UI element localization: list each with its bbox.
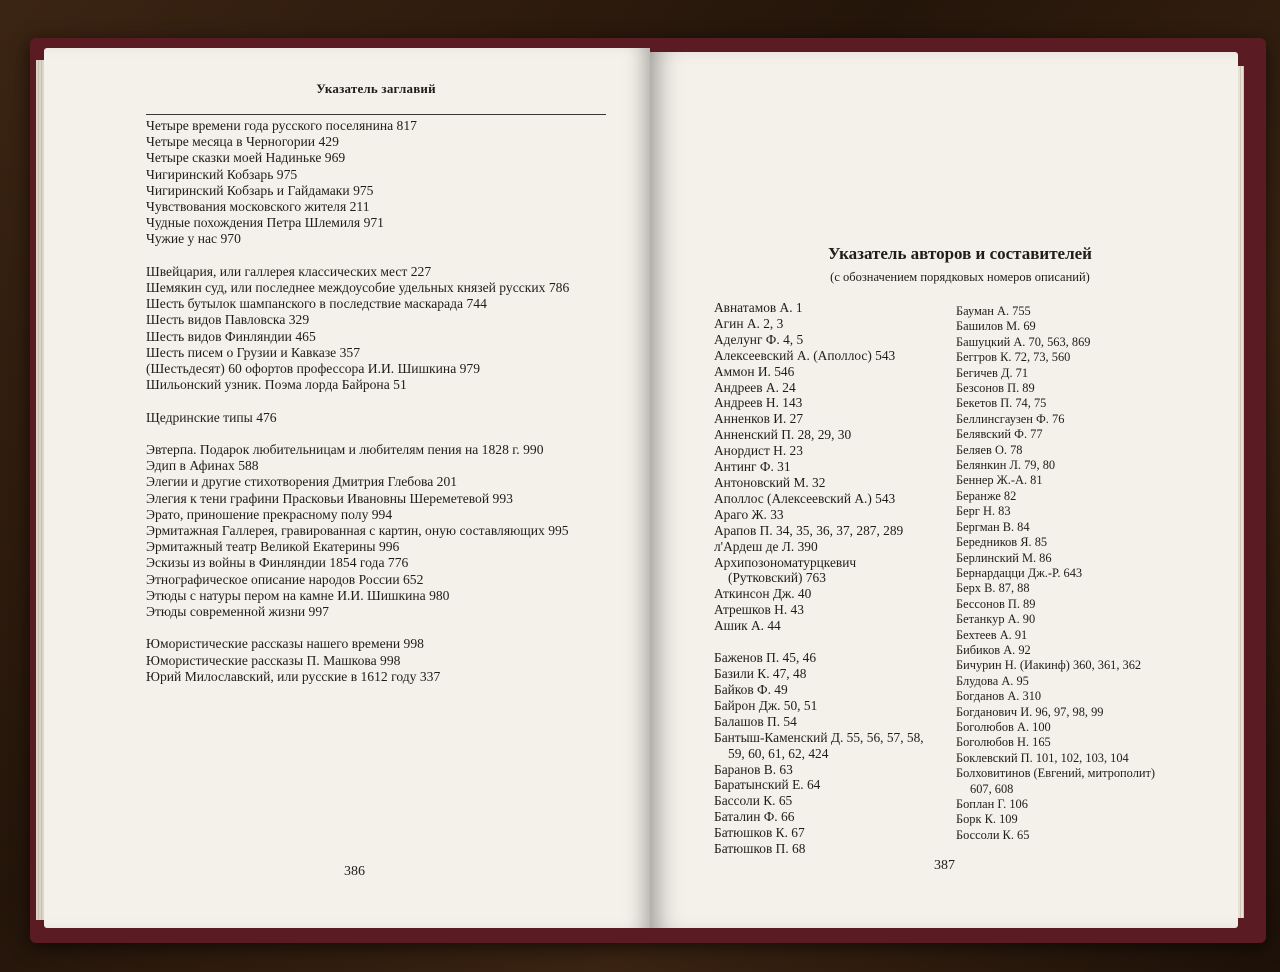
author-entry: Андреев Н. 143 xyxy=(714,395,803,411)
author-entry: Агин А. 2, 3 xyxy=(714,315,784,331)
author-entry: Анордист Н. 23 xyxy=(714,443,803,459)
right-page xyxy=(650,52,1238,928)
title-entry: Шесть видов Павловска 329 xyxy=(146,312,310,328)
author-entry: Блудова А. 95 xyxy=(956,673,1029,688)
author-entry: Боссоли К. 65 xyxy=(956,827,1030,842)
author-entry: Беранже 82 xyxy=(956,488,1017,503)
author-entry: Базили К. 47, 48 xyxy=(714,666,807,682)
author-entry: Боклевский П. 101, 102, 103, 104 xyxy=(956,750,1129,765)
author-entry: 607, 608 xyxy=(970,781,1014,796)
author-entry: Белянкин Л. 79, 80 xyxy=(956,458,1056,473)
header-rule xyxy=(146,114,606,115)
title-entry: Эрмитажная Галлерея, гравированная с картин, оную составляющих 995 xyxy=(146,523,569,539)
author-entry: Беннер Ж.-А. 81 xyxy=(956,473,1043,488)
author-entry: Белявский Ф. 77 xyxy=(956,427,1043,442)
group-spacer xyxy=(714,634,954,650)
author-entry: Бессонов П. 89 xyxy=(956,596,1036,611)
authors-column-right xyxy=(956,304,1206,843)
author-entry: Беггров К. 72, 73, 560 xyxy=(956,350,1071,365)
author-entry: Байков Ф. 49 xyxy=(714,682,788,698)
group-spacer xyxy=(146,426,636,442)
author-entry: Анненков И. 27 xyxy=(714,411,804,427)
title-entry: Элегия к тени графини Прасковьи Ивановны Шереметевой 993 xyxy=(146,490,513,506)
title-entry: Этюды современной жизни 997 xyxy=(146,604,329,620)
author-entry: Анненский П. 28, 29, 30 xyxy=(714,427,852,443)
author-entry: Болховитинов (Евгений, митрополит) xyxy=(956,766,1156,781)
author-entry: Араго Ж. 33 xyxy=(714,506,784,522)
title-entry: Эскизы из войны в Финляндии 1854 года 776 xyxy=(146,555,409,571)
author-entry: Бетанкур А. 90 xyxy=(956,612,1036,627)
author-entry: Бегичев Д. 71 xyxy=(956,365,1029,380)
author-entry: Ашик А. 44 xyxy=(714,618,781,634)
title-entry: Эдип в Афинах 588 xyxy=(146,458,259,474)
author-entry: Батюшков П. 68 xyxy=(714,841,806,857)
author-entry: Беллинсгаузен Ф. 76 xyxy=(956,411,1065,426)
index-subtitle: (с обозначением порядковых номеров описаний) xyxy=(830,270,1090,284)
author-entry: Баратынский Е. 64 xyxy=(714,777,821,793)
title-entry: Эвтерпа. Подарок любительницам и любителям пения на 1828 г. 990 xyxy=(146,442,544,458)
title-entry: (Шестьдесят) 60 офортов профессора И.И. Шишкина 979 xyxy=(146,361,481,377)
author-entry: Башуцкий А. 70, 563, 869 xyxy=(956,334,1091,349)
title-entry: Эрмитажный театр Великой Екатерины 996 xyxy=(146,539,400,555)
author-entry: Бередников Я. 85 xyxy=(956,535,1048,550)
author-entry: л'Ардеш де Л. 390 xyxy=(714,538,818,554)
author-entry: Берх В. 87, 88 xyxy=(956,581,1030,596)
group-spacer xyxy=(146,620,636,636)
title-entry: Этнографическое описание народов России 652 xyxy=(146,571,424,587)
title-entry: Чигиринский Кобзарь 975 xyxy=(146,166,298,182)
index-title: Указатель авторов и составителей xyxy=(828,244,1092,263)
author-entry: Баженов П. 45, 46 xyxy=(714,650,817,666)
left-page xyxy=(44,48,650,928)
author-entry: Бергман В. 84 xyxy=(956,519,1030,534)
title-entry: Шесть писем о Грузии и Кавказе 357 xyxy=(146,344,361,360)
title-entry: Шемякин суд, или последнее междоусобие удельных князей русских 786 xyxy=(146,280,570,296)
author-entry: Аполлос (Алексеевский А.) 543 xyxy=(714,490,896,506)
title-entry: Шильонский узник. Поэма лорда Байрона 51 xyxy=(146,377,407,393)
title-entry: Чужие у нас 970 xyxy=(146,231,241,247)
author-entry: Батюшков К. 67 xyxy=(714,825,805,841)
title-entry: Эрато, приношение прекрасному полу 994 xyxy=(146,506,393,522)
author-entry: Бибиков А. 92 xyxy=(956,642,1031,657)
author-entry: Борк К. 109 xyxy=(956,812,1018,827)
running-head: Указатель заглавий xyxy=(316,81,436,96)
author-entry: Аделунг Ф. 4, 5 xyxy=(714,331,804,347)
title-index-entries xyxy=(146,118,636,685)
title-entry: Щедринские типы 476 xyxy=(146,409,277,425)
author-entry: Авнатамов А. 1 xyxy=(714,300,803,315)
authors-column-left xyxy=(714,300,954,857)
author-entry: Бернардацци Дж.-Р. 643 xyxy=(956,565,1083,580)
author-entry: Безсонов П. 89 xyxy=(956,381,1035,396)
author-entry: Баранов В. 63 xyxy=(714,761,793,777)
title-entry: Четыре времени года русского поселянина 817 xyxy=(146,118,417,133)
group-spacer xyxy=(146,248,636,264)
page-number-left: 386 xyxy=(344,864,365,879)
author-entry: Арапов П. 34, 35, 36, 37, 287, 289 xyxy=(714,522,904,538)
author-entry: Боголюбов А. 100 xyxy=(956,719,1051,734)
author-entry: Антоновский М. 32 xyxy=(714,474,826,490)
title-entry: Четыре сказки моей Надиньке 969 xyxy=(146,150,346,166)
title-entry: Чигиринский Кобзарь и Гайдамаки 975 xyxy=(146,182,374,198)
author-entry: 59, 60, 61, 62, 424 xyxy=(728,745,829,761)
title-entry: Шесть бутылок шампанского в последствие маскарада 744 xyxy=(146,296,487,312)
title-entry: Чувствования московского жителя 211 xyxy=(146,199,370,215)
title-entry: Юмористические рассказы нашего времени 998 xyxy=(146,636,424,652)
author-entry: Андреев А. 24 xyxy=(714,379,796,395)
group-spacer xyxy=(146,393,636,409)
author-entry: Балашов П. 54 xyxy=(714,713,797,729)
title-entry: Чудные похождения Петра Шлемиля 971 xyxy=(146,215,384,231)
author-entry: (Рутковский) 763 xyxy=(728,570,826,586)
author-entry: Алексеевский А. (Аполлос) 543 xyxy=(714,347,896,363)
author-entry: Бекетов П. 74, 75 xyxy=(956,396,1047,411)
author-entry: Баталин Ф. 66 xyxy=(714,809,795,825)
author-entry: Бехтеев А. 91 xyxy=(956,627,1028,642)
title-entry: Четыре месяца в Черногории 429 xyxy=(146,134,339,150)
title-entry: Элегии и другие стихотворения Дмитрия Глебова 201 xyxy=(146,474,458,490)
title-entry: Шесть видов Финляндии 465 xyxy=(146,328,316,344)
author-entry: Байрон Дж. 50, 51 xyxy=(714,697,818,713)
author-entry: Атрешков Н. 43 xyxy=(714,602,804,618)
author-entry: Боплан Г. 106 xyxy=(956,797,1028,811)
author-entry: Богданович И. 96, 97, 98, 99 xyxy=(956,704,1104,719)
title-entry: Юрий Милославский, или русские в 1612 году 337 xyxy=(146,668,441,684)
title-entry: Швейцария, или галлерея классических мест 227 xyxy=(146,263,432,279)
author-entry: Архипозономатурцкевич xyxy=(714,554,857,570)
author-entry: Аткинсон Дж. 40 xyxy=(714,586,812,602)
author-entry: Аммон И. 546 xyxy=(714,363,795,379)
author-entry: Берлинский М. 86 xyxy=(956,550,1052,565)
author-entry: Антинг Ф. 31 xyxy=(714,459,791,475)
author-entry: Боголюбов Н. 165 xyxy=(956,735,1051,750)
author-entry: Берг Н. 83 xyxy=(956,504,1011,519)
author-entry: Беляев О. 78 xyxy=(956,442,1023,457)
title-entry: Этюды с натуры пером на камне И.И. Шишкина 980 xyxy=(146,587,450,603)
title-entry: Юмористические рассказы П. Машкова 998 xyxy=(146,652,401,668)
page-number-right: 387 xyxy=(934,858,955,873)
author-entry: Богданов А. 310 xyxy=(956,689,1042,704)
author-entry: Бичурин Н. (Иакинф) 360, 361, 362 xyxy=(956,658,1142,673)
author-entry: Башилов М. 69 xyxy=(956,319,1036,334)
author-entry: Бассоли К. 65 xyxy=(714,793,793,809)
author-entry: Бауман А. 755 xyxy=(956,304,1031,318)
author-entry: Бантыш-Каменский Д. 55, 56, 57, 58, xyxy=(714,729,924,745)
